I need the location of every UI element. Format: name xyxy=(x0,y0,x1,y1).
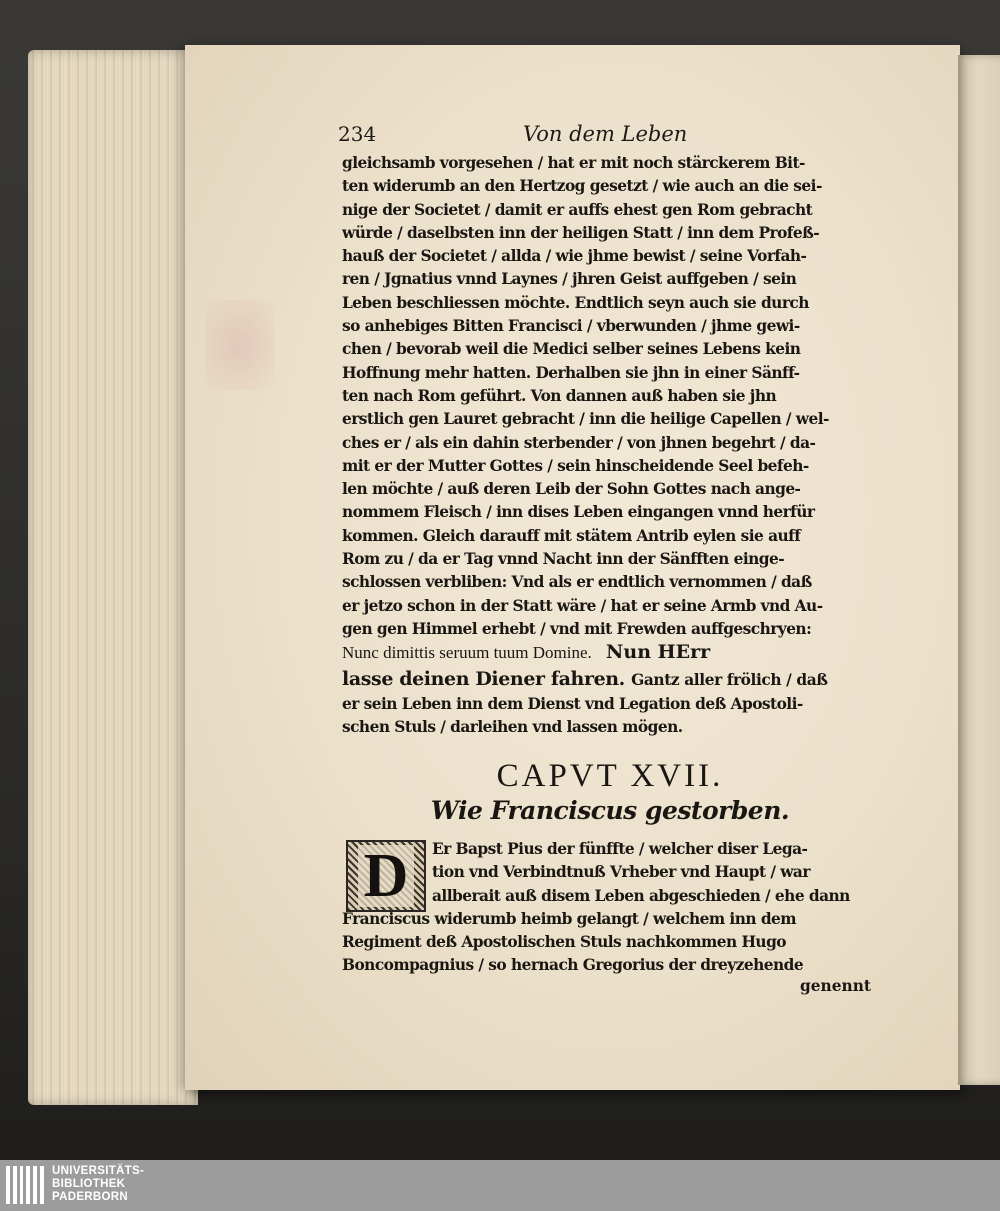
text-line: würde / daselbsten inn der heiligen Statt / inn dem Profeß- xyxy=(342,223,820,242)
text-line: allberait auß disem Leben abgeschieden / ehe dann xyxy=(432,886,850,905)
library-bars-icon xyxy=(6,1166,44,1204)
text-line: ches er / als ein dahin sterbender / von jhnen begehrt / da- xyxy=(342,433,816,452)
text-line: ten nach Rom geführt. Von dannen auß haben sie jhn xyxy=(342,386,777,405)
running-head: Von dem Leben xyxy=(523,122,688,146)
text-line: ten widerumb an den Hertzog gesetzt / wie auch an die sei- xyxy=(342,177,822,196)
library-logo-text xyxy=(52,1165,144,1204)
text-line: Franciscus widerumb heimb gelangt / welchem inn dem xyxy=(342,909,797,928)
text-line: hauß der Societet / allda / wie jhme bewist / seine Vorfah- xyxy=(342,247,807,266)
text-line: er jetzo schon in der Statt wäre / hat er seine Armb vnd Au- xyxy=(342,596,823,615)
latin-quote-line xyxy=(342,641,878,664)
drop-cap-letter: D xyxy=(358,845,415,907)
text-line: chen / bevorab weil die Medici selber seines Lebens kein xyxy=(342,340,801,359)
book-page-edges xyxy=(28,50,198,1105)
text-line: tion vnd Verbindtnuß Vrheber vnd Haupt / war xyxy=(432,863,810,882)
chapter-heading: CAPVT XVII. xyxy=(496,758,724,794)
quote-translation: lasse deinen Diener fahren. xyxy=(342,667,625,690)
catchword: genennt xyxy=(800,977,872,995)
large-text-line xyxy=(342,665,878,693)
text-line: nige der Societet / damit er auffs ehest gen Rom gebracht xyxy=(342,200,813,219)
quote-translation-start: Nun HErr xyxy=(606,641,711,664)
text-line: Regiment deß Apostolischen Stuls nachkommen Hugo xyxy=(342,933,786,952)
text-line: schlossen verbliben: Vnd als er endtlich vernommen / daß xyxy=(342,573,812,592)
page-number: 234 xyxy=(338,122,377,146)
text-line-tail: Gantz aller frölich / daß xyxy=(631,670,828,689)
chapter-subtitle: Wie Franciscus gestorben. xyxy=(430,796,790,825)
text-line: er sein Leben inn dem Dienst vnd Legation deß Apostoli- xyxy=(342,694,803,713)
text-line: Er Bapst Pius der fünffte / welcher diser Lega- xyxy=(432,840,808,858)
logo-line: PADERBORN xyxy=(52,1191,128,1203)
logo-line: BIBLIOTHEK xyxy=(52,1178,126,1190)
text-line: Boncompagnius / so hernach Gregorius der dreyzehende xyxy=(342,956,804,975)
text-line: so anhebiges Bitten Francisci / vberwunden / jhme gewi- xyxy=(342,317,800,336)
text-line: nommem Fleisch / inn dises Leben eingangen vnnd herfür xyxy=(342,503,815,522)
paper-stain xyxy=(205,300,275,390)
text-line: erstlich gen Lauret gebracht / inn die heilige Capellen / wel- xyxy=(342,410,829,429)
text-line: ren / Jgnatius vnnd Laynes / jhren Geist auffgeben / sein xyxy=(342,270,797,289)
text-line: Hoffnung mehr hatten. Derhalben sie jhn in einer Sänff- xyxy=(342,363,800,382)
text-line: schen Stuls / darleihen vnd lassen mögen. xyxy=(342,717,683,736)
chapter-text xyxy=(342,838,878,978)
text-line: Leben beschliessen möchte. Endtlich seyn auch sie durch xyxy=(342,293,809,312)
page-header xyxy=(338,122,878,152)
library-footer-bar xyxy=(0,1160,1000,1211)
text-line: mit er der Mutter Gottes / sein hinscheidende Seel befeh- xyxy=(342,456,809,475)
body-text xyxy=(342,152,878,739)
text-line: len möchte / auß deren Leib der Sohn Gottes nach ange- xyxy=(342,480,801,499)
text-line: kommen. Gleich darauff mit stätem Antrib eylen sie auff xyxy=(342,526,801,545)
text-line: gen gen Himmel erhebt / vnd mit Frewden auffgeschryen: xyxy=(342,619,812,638)
text-line: Rom zu / da er Tag vnnd Nacht inn der Sänfften einge- xyxy=(342,550,785,569)
text-line: gleichsamb vorgesehen / hat er mit noch stärckerem Bit- xyxy=(342,154,805,172)
facing-page-edge xyxy=(958,55,1000,1085)
logo-line: UNIVERSITÄTS- xyxy=(52,1165,145,1177)
latin-quote: Nunc dimittis seruum tuum Domine. xyxy=(342,643,592,663)
